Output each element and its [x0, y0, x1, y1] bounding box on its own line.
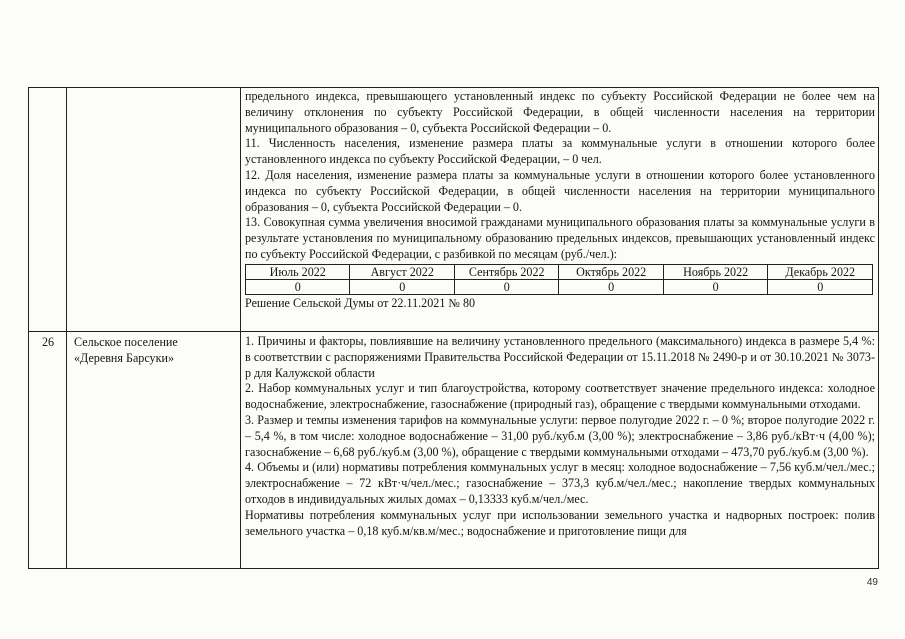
paragraph: 4. Объемы и (или) нормативы потребления коммунальных услуг в месяц: холодное водоснабжение – 7,56 куб.м/чел./мес.; электроснабжение – 72 кВт·ч/чел./мес.; газоснабжение – 373,3 куб.м/чел./мес.; накопление твердых коммунальных отходов в индивидуальных жилых домах – 0,13333 куб.м/чел./мес. [245, 460, 875, 506]
row-26-content [245, 334, 875, 539]
monthly-sum-table [245, 264, 873, 295]
month-header: Июль 2022 [246, 264, 350, 279]
municipality-name-line: Сельское поселение [74, 335, 178, 349]
page-number: 49 [866, 577, 878, 588]
month-header: Сентябрь 2022 [454, 264, 558, 279]
month-value: 0 [768, 279, 873, 294]
month-header: Ноябрь 2022 [663, 264, 767, 279]
table-row [246, 279, 873, 294]
paragraph: 11. Численность населения, изменение размера платы за коммунальные услуги в отношении которого более установленного индекса по субъекту Российской Федерации, – 0 чел. [245, 136, 875, 167]
paragraph: Нормативы потребления коммунальных услуг при использовании земельного участка и надворных построек: полив земельного участка – 0,18 куб.м/кв.м/мес.; водоснабжение и приготовление пищи для [245, 507, 875, 538]
row-divider [28, 331, 879, 332]
paragraph: 13. Совокупная сумма увеличения вносимой гражданами муниципального образования платы за коммунальные услуги в результате установления по муниципальному образованию предельных индексов, превышающих установленный индекс по субъекту Российской Федерации, с разбивкой по месяцам (руб./чел.): [245, 215, 875, 261]
month-value: 0 [454, 279, 558, 294]
municipality-name-line: «Деревня Барсуки» [74, 350, 175, 365]
month-value: 0 [350, 279, 454, 294]
month-value: 0 [246, 279, 350, 294]
month-header: Октябрь 2022 [559, 264, 663, 279]
previous-row-content [245, 89, 875, 312]
column-divider [66, 87, 67, 569]
decision-reference: Решение Сельской Думы от 22.11.2021 № 80 [245, 295, 476, 310]
paragraph: 2. Набор коммунальных услуг и тип благоустройства, которому соответствует значение предельного индекса: холодное водоснабжение, электроснабжение, газоснабжение (природный газ), обращение с твердыми коммунальными отходами. [245, 381, 875, 412]
month-header: Декабрь 2022 [768, 264, 873, 279]
row-number: 26 [41, 335, 55, 349]
month-header: Август 2022 [350, 264, 454, 279]
month-value: 0 [559, 279, 663, 294]
paragraph: 1. Причины и факторы, повлиявшие на величину установленного предельного (максимального) индекса в размере 5,4 %: в соответствии с распоряжениями Правительства Российской Федерации от 15.11.2018 № 2490-р и от 30.10.2021 № 3073-р для Калужской области [245, 334, 875, 380]
municipality-name [74, 335, 239, 367]
month-value: 0 [663, 279, 767, 294]
paragraph: предельного индекса, превышающего установленный индекс по субъекту Российской Федерации не более чем на величину отклонения по субъекту Российской Федерации, в общей численности населения на территории муниципального образования – 0, субъекта Российской Федерации – 0. [245, 89, 875, 135]
paragraph: 3. Размер и темпы изменения тарифов на коммунальные услуги: первое полугодие 2022 г. – 0 %; второе полугодие 2022 г. – 5,4 %, в том числе: холодное водоснабжение – 31,00 руб./куб.м (3,00 %); электроснабжение – 3,86 руб./кВт·ч (4,00 %); газоснабжение – 6,68 руб./куб.м (3,00 %), обращение с твердыми коммунальными отходами – 473,70 руб./куб.м (3,00 %). [245, 412, 875, 459]
paragraph: 12. Доля населения, изменение размера платы за коммунальные услуги в отношении которого более установленного индекса по субъекту Российской Федерации, в общей численности населения на территории муниципального образования – 0, субъекта Российской Федерации – 0. [245, 167, 875, 214]
table-header-row [246, 264, 873, 279]
column-divider [240, 87, 241, 569]
